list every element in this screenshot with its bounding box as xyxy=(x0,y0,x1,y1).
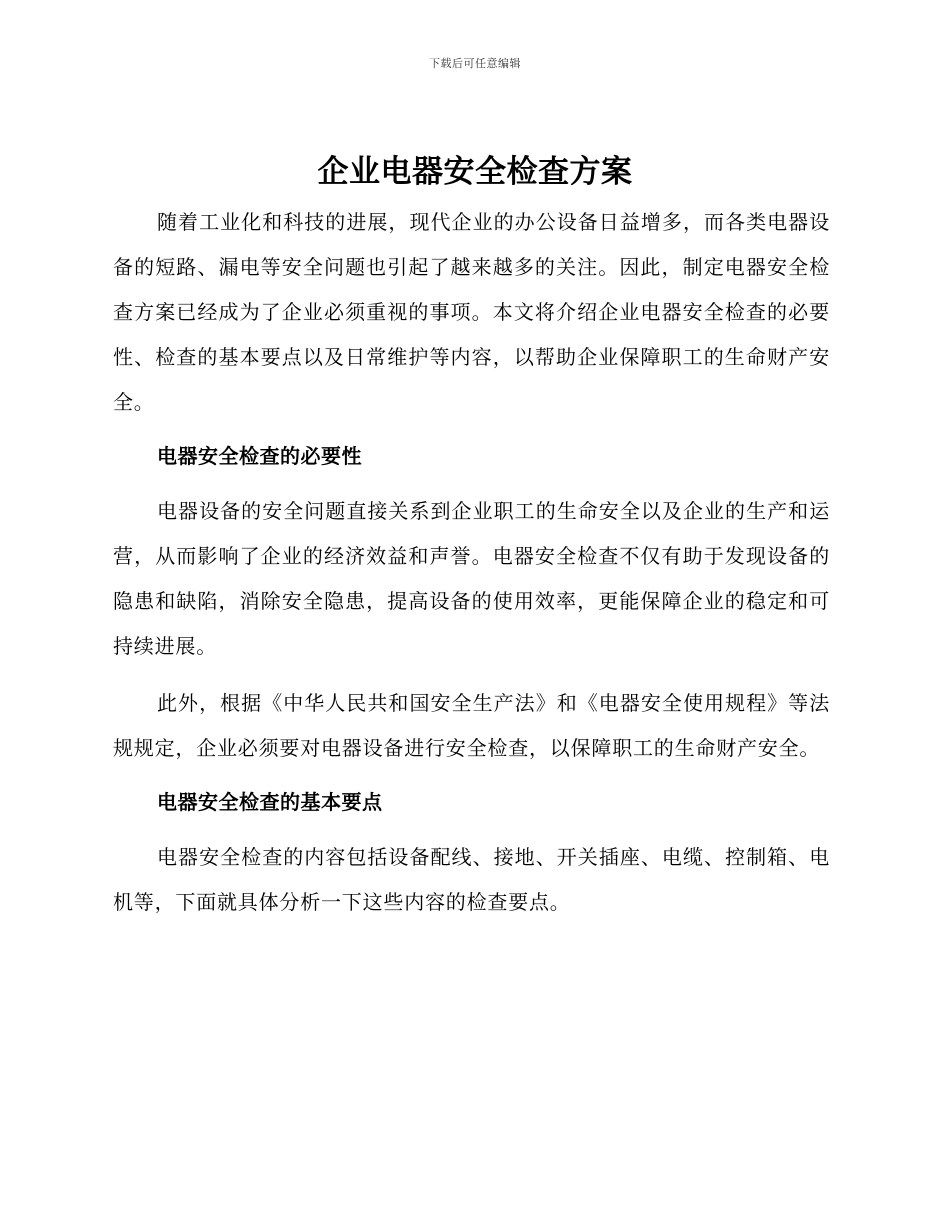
section-heading-key-points: 电器安全检查的基本要点 xyxy=(157,790,383,814)
page-header: 下载后可任意编辑 xyxy=(429,57,521,70)
intro-paragraph: 随着工业化和科技的进展，现代企业的办公设备日益增多，而各类电器设备的短路、漏电等安全问题也引起了越来越多的关注。因此，制定电器安全检查方案已经成为了企业必须重视的事项。本文将介绍企业电器安全检查的必要性、检查的基本要点以及日常维护等内容，以帮助企业保障职工的生命财产安全。 xyxy=(113,210,830,414)
section-heading-necessity: 电器安全检查的必要性 xyxy=(157,444,362,468)
section-paragraph: 此外，根据《中华人民共和国安全生产法》和《电器安全使用规程》等法规规定，企业必须要对电器设备进行安全检查，以保障职工的生命财产安全。 xyxy=(113,691,830,760)
section-paragraph: 电器安全检查的内容包括设备配线、接地、开关插座、电缆、控制箱、电机等，下面就具体分析一下这些内容的检查要点。 xyxy=(113,845,830,914)
document-title: 企业电器安全检查方案 xyxy=(317,154,633,190)
section-paragraph: 电器设备的安全问题直接关系到企业职工的生命安全以及企业的生产和运营，从而影响了企业的经济效益和声誉。电器安全检查不仅有助于发现设备的隐患和缺陷，消除安全隐患，提高设备的使用效率，更能保障企业的稳定和可持续进展。 xyxy=(113,499,830,658)
document-body xyxy=(113,200,830,925)
